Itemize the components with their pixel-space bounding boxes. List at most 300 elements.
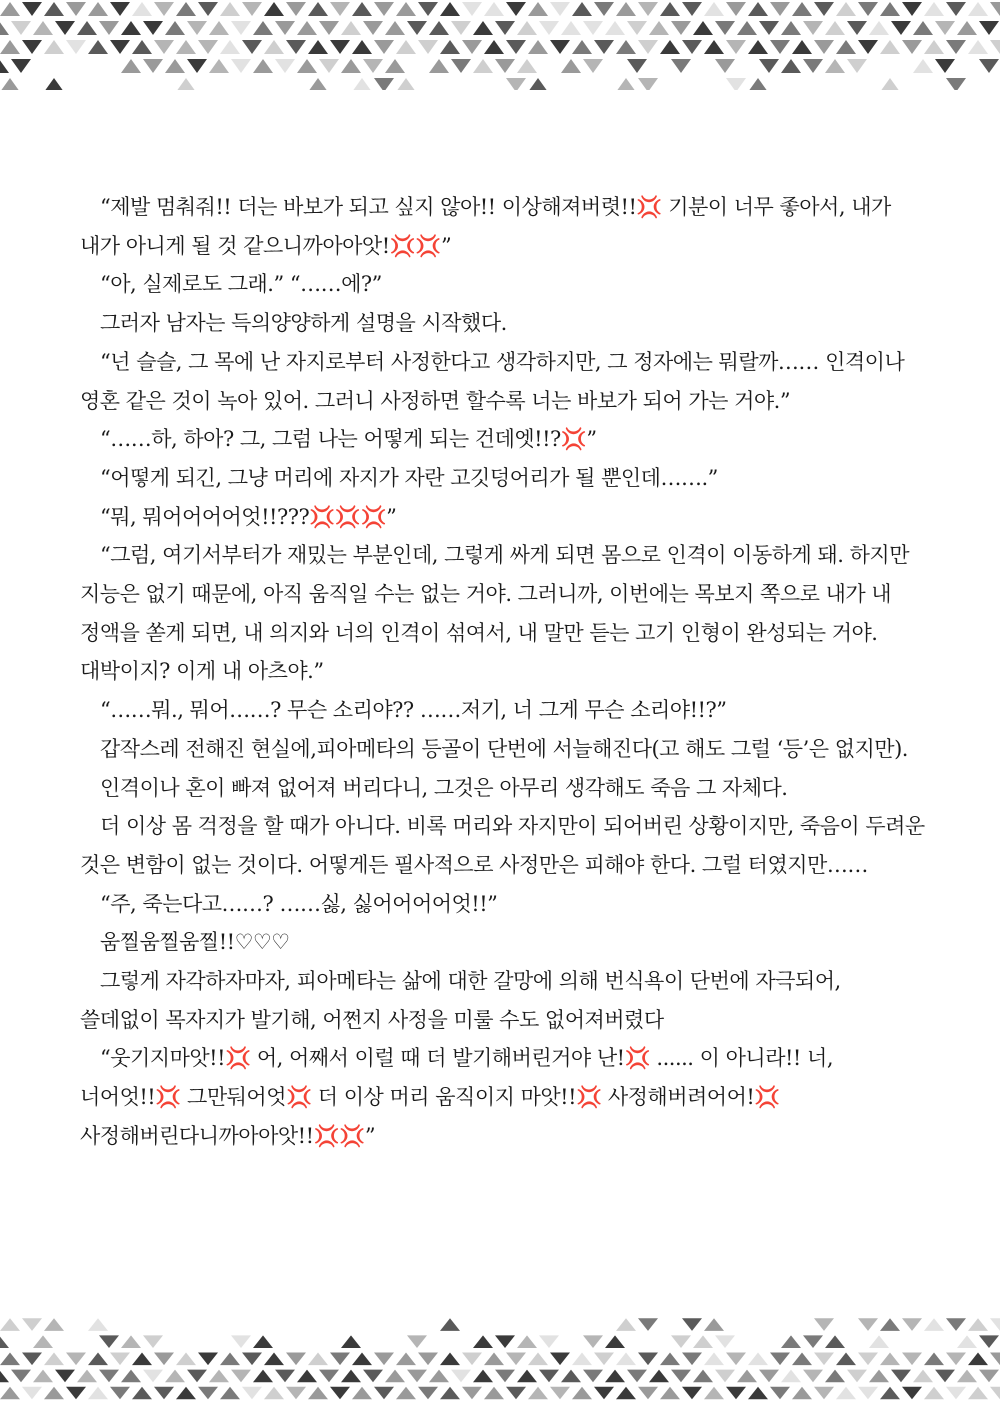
decorative-triangle — [187, 59, 207, 73]
decorative-triangle — [616, 1353, 636, 1366]
decorative-triangle — [352, 40, 372, 54]
decorative-triangle — [594, 1387, 614, 1400]
decorative-triangle — [66, 1387, 86, 1400]
decorative-triangle — [682, 40, 702, 54]
decorative-triangle — [671, 59, 691, 73]
decorative-triangle — [726, 1353, 746, 1366]
decorative-triangle — [231, 1370, 251, 1383]
decorative-triangle — [44, 1353, 64, 1366]
decorative-triangle — [770, 1387, 790, 1400]
decorative-triangle — [605, 21, 625, 35]
decorative-triangle — [385, 21, 405, 35]
decorative-triangle — [715, 1370, 735, 1383]
decorative-triangle — [33, 21, 53, 35]
decorative-triangle — [0, 1318, 20, 1331]
decorative-triangle — [209, 1370, 229, 1383]
decorative-triangle — [616, 1387, 636, 1400]
decorative-triangle — [550, 2, 570, 16]
decorative-triangle — [594, 40, 614, 54]
decorative-triangle — [528, 1387, 548, 1400]
paragraph: “어떻게 되긴, 그냥 머리에 자지가 자란 고깃덩어리가 될 뿐인데…….” — [100, 465, 718, 490]
decorative-triangle — [0, 1387, 20, 1400]
decorative-triangle — [924, 40, 944, 54]
decorative-triangle — [22, 40, 42, 54]
decorative-triangle — [286, 1353, 306, 1366]
decorative-triangle — [858, 1353, 878, 1366]
decorative-triangle — [616, 2, 636, 16]
decorative-triangle — [473, 59, 493, 73]
decorative-triangle — [924, 1318, 944, 1331]
decorative-triangle — [33, 1335, 53, 1348]
decorative-triangle — [143, 21, 163, 35]
decorative-triangle — [660, 40, 680, 54]
decorative-triangle — [605, 1370, 625, 1383]
decorative-triangle — [418, 1353, 438, 1366]
paragraph: “……하, 하아? 그, 그럼 나는 어떻게 되는 건데엣!!?💢” — [100, 427, 597, 452]
decorative-triangle — [330, 2, 350, 16]
decorative-triangle — [495, 59, 515, 73]
decorative-triangle — [880, 1387, 900, 1400]
paragraph: 갑작스레 전해진 현실에,피아메타의 등골이 단번에 서늘해진다(고 해도 그럴 ‘등’은 없지만). — [100, 736, 908, 761]
decorative-triangle — [946, 40, 966, 54]
decorative-triangle — [583, 1370, 603, 1383]
decorative-triangle — [407, 1370, 427, 1383]
decorative-triangle — [154, 1353, 174, 1366]
decorative-triangle — [396, 1353, 416, 1366]
decorative-triangle — [297, 21, 317, 35]
decorative-triangle — [473, 1335, 493, 1348]
decorative-triangle — [209, 21, 229, 35]
decorative-triangle — [517, 21, 537, 35]
decorative-triangle — [286, 1387, 306, 1400]
decorative-triangle — [528, 78, 548, 90]
decorative-triangle — [352, 1353, 372, 1366]
decorative-triangle — [682, 2, 702, 16]
decorative-triangle — [924, 1353, 944, 1366]
decorative-triangle — [396, 78, 416, 90]
decorative-triangle — [957, 1335, 977, 1348]
decorative-triangle — [88, 1387, 108, 1400]
decorative-triangle — [374, 40, 394, 54]
decorative-triangle — [418, 40, 438, 54]
decorative-triangle — [979, 21, 999, 35]
decorative-triangle — [319, 1370, 339, 1383]
decorative-triangle — [308, 2, 328, 16]
decorative-triangle — [561, 59, 581, 73]
decorative-triangle — [451, 59, 471, 73]
decorative-triangle — [671, 21, 691, 35]
decorative-triangle — [110, 2, 130, 16]
decorative-triangle — [198, 40, 218, 54]
decorative-triangle — [781, 1335, 801, 1348]
decorative-triangle — [726, 2, 746, 16]
decorative-triangle — [946, 1387, 966, 1400]
decorative-triangle — [198, 2, 218, 16]
decorative-triangle — [0, 78, 20, 90]
decorative-triangle — [440, 40, 460, 54]
decorative-triangle — [0, 1335, 9, 1348]
decorative-triangle — [165, 1370, 185, 1383]
decorative-triangle — [572, 2, 592, 16]
decorative-triangle — [990, 1318, 1000, 1331]
decorative-triangle — [638, 40, 658, 54]
decorative-triangle — [418, 2, 438, 16]
decorative-triangle — [583, 21, 603, 35]
decorative-triangle — [352, 78, 372, 90]
decorative-triangle — [55, 1370, 75, 1383]
decorative-triangle — [880, 1318, 900, 1331]
decorative-triangle — [550, 1353, 570, 1366]
decorative-triangle — [781, 59, 801, 73]
decorative-triangle — [638, 1353, 658, 1366]
decorative-triangle — [792, 1387, 812, 1400]
decorative-triangle — [594, 2, 614, 16]
decorative-triangle — [407, 1335, 427, 1348]
decorative-triangle — [264, 2, 284, 16]
decorative-triangle — [902, 1353, 922, 1366]
decorative-triangle — [55, 21, 75, 35]
decorative-triangle — [363, 21, 383, 35]
decorative-triangle — [693, 1370, 713, 1383]
decorative-triangle — [440, 1353, 460, 1366]
paragraph: 그러자 남자는 득의양양하게 설명을 시작했다. — [100, 311, 507, 336]
decorative-triangle — [594, 1353, 614, 1366]
decorative-triangle — [781, 21, 801, 35]
decorative-triangle — [198, 1387, 218, 1400]
decorative-triangle — [275, 1370, 295, 1383]
decorative-triangle — [869, 1370, 889, 1383]
decorative-triangle — [660, 2, 680, 16]
decorative-triangle — [935, 1370, 955, 1383]
decorative-triangle — [825, 21, 845, 35]
decorative-triangle — [792, 40, 812, 54]
decorative-triangle — [704, 2, 724, 16]
decorative-triangle — [682, 1387, 702, 1400]
decorative-triangle — [979, 1335, 999, 1348]
decorative-triangle — [154, 40, 174, 54]
decorative-triangle — [616, 78, 636, 90]
decorative-triangle — [396, 40, 416, 54]
decorative-triangle — [737, 1370, 757, 1383]
decorative-triangle — [539, 1370, 559, 1383]
decorative-triangle — [803, 21, 823, 35]
decorative-triangle — [385, 59, 405, 73]
decorative-triangle — [561, 21, 581, 35]
decorative-triangle — [396, 2, 416, 16]
decorative-triangle — [154, 1387, 174, 1400]
decorative-triangle — [99, 1370, 119, 1383]
decorative-triangle — [187, 1370, 207, 1383]
decorative-triangle — [319, 21, 339, 35]
decorative-triangle — [462, 40, 482, 54]
decorative-triangle — [374, 1353, 394, 1366]
decorative-triangle — [836, 40, 856, 54]
decorative-triangle — [132, 1387, 152, 1400]
decorative-triangle — [539, 21, 559, 35]
decorative-triangle — [374, 78, 394, 90]
decorative-triangle — [385, 1370, 405, 1383]
decorative-triangle — [418, 1387, 438, 1400]
decorative-triangle — [913, 1370, 933, 1383]
decorative-triangle — [462, 1353, 482, 1366]
decorative-triangle — [616, 40, 636, 54]
decorative-triangle — [99, 1335, 119, 1348]
decorative-triangle — [11, 1370, 31, 1383]
decorative-triangle — [880, 40, 900, 54]
decorative-triangle — [671, 1370, 691, 1383]
decorative-triangle — [473, 21, 493, 35]
decorative-triangle — [572, 1387, 592, 1400]
decorative-triangle — [253, 1370, 273, 1383]
decorative-triangle — [946, 1353, 966, 1366]
decorative-triangle — [913, 59, 933, 73]
decorative-triangle — [979, 59, 999, 73]
decorative-triangle — [176, 78, 196, 90]
decorative-triangle — [176, 2, 196, 16]
decorative-triangle — [792, 1353, 812, 1366]
decorative-triangle — [66, 1353, 86, 1366]
decorative-triangle — [11, 59, 31, 73]
decorative-triangle — [231, 21, 251, 35]
decorative-triangle — [264, 1353, 284, 1366]
decorative-triangle — [330, 1353, 350, 1366]
decorative-triangle — [880, 2, 900, 16]
decorative-triangle — [110, 1387, 130, 1400]
decorative-triangle — [88, 1318, 108, 1331]
decorative-triangle — [990, 40, 1000, 54]
decorative-triangle — [506, 1387, 526, 1400]
decorative-triangle — [583, 59, 603, 73]
paragraph: “그럼, 여기서부터가 재밌는 부분인데, 그렇게 싸게 되면 몸으로 인격이 이동하게 돼. 하지만 지능은 없기 때문에, 아직 움직일 수는 없는 거야. 그러니까, 이번에는 목보지 쪽으로 내가 내 정액을 쏟게 되면, 내 의지와 너의 인격이 섞여서, 내 말만 듣는 고기 인형이 완성되는 거야. 대박이지? 이게 내 아츠야.” — [80, 543, 909, 684]
decorative-triangle — [814, 1387, 834, 1400]
decorative-triangle — [440, 1387, 460, 1400]
decorative-triangle — [968, 40, 988, 54]
decorative-triangle — [869, 1335, 889, 1348]
decorative-triangle — [407, 21, 427, 35]
decorative-triangle — [682, 1318, 702, 1331]
decorative-triangle — [275, 21, 295, 35]
decorative-triangle — [627, 21, 647, 35]
story-text — [80, 188, 930, 1156]
decorative-triangle — [220, 1353, 240, 1366]
decorative-triangle — [220, 2, 240, 16]
decorative-triangle — [528, 1353, 548, 1366]
decorative-triangle — [88, 1353, 108, 1366]
decorative-triangle — [33, 1370, 53, 1383]
decorative-triangle — [176, 1387, 196, 1400]
decorative-triangle — [352, 2, 372, 16]
decorative-triangle — [242, 1387, 262, 1400]
decorative-triangle — [550, 40, 570, 54]
decorative-triangle — [308, 78, 328, 90]
decorative-triangle — [572, 40, 592, 54]
decorative-triangle — [0, 2, 20, 16]
decorative-triangle — [341, 59, 361, 73]
decorative-triangle — [253, 1335, 273, 1348]
decorative-triangle — [517, 1370, 537, 1383]
decorative-triangle — [220, 1387, 240, 1400]
decorative-triangle — [132, 1353, 152, 1366]
decorative-triangle — [495, 1335, 515, 1348]
decorative-triangle — [748, 78, 768, 90]
decorative-triangle — [297, 59, 317, 73]
decorative-triangle — [660, 1387, 680, 1400]
decorative-triangle — [506, 2, 526, 16]
decorative-triangle — [836, 1387, 856, 1400]
decorative-triangle — [847, 1370, 867, 1383]
decorative-triangle — [429, 21, 449, 35]
decorative-triangle — [352, 1387, 372, 1400]
decorative-triangle — [473, 1370, 493, 1383]
decorative-triangle — [660, 1353, 680, 1366]
decorative-triangle — [693, 1335, 713, 1348]
decorative-triangle — [990, 1387, 1000, 1400]
decorative-triangle — [748, 1387, 768, 1400]
decorative-triangle — [638, 2, 658, 16]
decorative-triangle — [792, 2, 812, 16]
paragraph: “웃기지마앗!!💢 어, 어째서 이럴 때 더 발기해버린거야 난!💢 ...... 이 아니라!! 너, 너어엇!!💢 그만둬어엇💢 더 이상 머리 움직이지 마앗!!💢 사정해버려어어!💢 사정해버린다니까아아앗!!💢💢” — [80, 1046, 833, 1148]
decorative-triangle — [374, 2, 394, 16]
decorative-triangle — [231, 59, 251, 73]
decorative-triangle — [462, 1387, 482, 1400]
paragraph: 움찔움찔움찔!!♡♡♡ — [100, 930, 290, 955]
decorative-triangle — [253, 59, 273, 73]
decorative-triangle — [715, 21, 735, 35]
decorative-triangle — [968, 1353, 988, 1366]
decorative-triangle — [517, 59, 537, 73]
decorative-triangle — [946, 1318, 966, 1331]
decorative-triangle — [286, 2, 306, 16]
decorative-triangle — [429, 59, 449, 73]
decorative-triangle — [99, 21, 119, 35]
decorative-triangle — [572, 1353, 592, 1366]
decorative-triangle — [649, 21, 669, 35]
decorative-triangle — [638, 78, 658, 90]
decorative-triangle — [451, 21, 471, 35]
decorative-triangle — [506, 78, 526, 90]
decorative-triangle — [682, 1353, 702, 1366]
decorative-triangle — [198, 1353, 218, 1366]
decorative-triangle — [946, 78, 966, 90]
decorative-triangle — [440, 2, 460, 16]
decorative-triangle — [308, 1387, 328, 1400]
decorative-triangle — [726, 1387, 746, 1400]
decorative-triangle — [858, 1318, 878, 1331]
decorative-triangle — [847, 21, 867, 35]
decorative-triangle — [770, 2, 790, 16]
decorative-triangle — [891, 21, 911, 35]
bottom-triangle-border — [0, 1312, 1000, 1402]
decorative-triangle — [231, 1335, 251, 1348]
decorative-triangle — [550, 1387, 570, 1400]
decorative-triangle — [968, 1387, 988, 1400]
decorative-triangle — [242, 1353, 262, 1366]
decorative-triangle — [330, 40, 350, 54]
paragraph: 인격이나 혼이 빠져 없어져 버리다니, 그것은 아무리 생각해도 죽음 그 자체다. — [100, 775, 788, 800]
decorative-triangle — [858, 40, 878, 54]
decorative-triangle — [0, 1353, 20, 1366]
decorative-triangle — [242, 2, 262, 16]
decorative-triangle — [484, 40, 504, 54]
decorative-triangle — [286, 40, 306, 54]
decorative-triangle — [44, 40, 64, 54]
decorative-triangle — [77, 1370, 97, 1383]
decorative-triangle — [440, 1318, 460, 1331]
decorative-triangle — [957, 21, 977, 35]
decorative-triangle — [693, 21, 713, 35]
decorative-triangle — [748, 1353, 768, 1366]
decorative-triangle — [242, 40, 262, 54]
decorative-triangle — [836, 1353, 856, 1366]
top-triangle-border — [0, 0, 1000, 90]
decorative-triangle — [616, 1318, 636, 1331]
decorative-triangle — [143, 1370, 163, 1383]
decorative-triangle — [737, 21, 757, 35]
decorative-triangle — [187, 21, 207, 35]
decorative-triangle — [275, 59, 295, 73]
decorative-triangle — [176, 40, 196, 54]
decorative-triangle — [121, 21, 141, 35]
decorative-triangle — [869, 21, 889, 35]
decorative-triangle — [506, 40, 526, 54]
decorative-triangle — [44, 1387, 64, 1400]
decorative-triangle — [825, 59, 845, 73]
decorative-triangle — [704, 1387, 724, 1400]
decorative-triangle — [671, 1335, 691, 1348]
decorative-triangle — [462, 2, 482, 16]
decorative-triangle — [902, 1318, 922, 1331]
decorative-triangle — [0, 59, 9, 73]
decorative-triangle — [264, 1387, 284, 1400]
decorative-triangle — [11, 21, 31, 35]
decorative-triangle — [759, 59, 779, 73]
decorative-triangle — [495, 1370, 515, 1383]
decorative-triangle — [957, 1370, 977, 1383]
decorative-triangle — [627, 59, 647, 73]
decorative-triangle — [880, 78, 900, 90]
decorative-triangle — [814, 2, 834, 16]
decorative-triangle — [341, 21, 361, 35]
decorative-triangle — [627, 1370, 647, 1383]
paragraph: “주, 죽는다고……? ……싫, 싫어어어어엇!!” — [100, 891, 498, 916]
decorative-triangle — [319, 59, 339, 73]
decorative-triangle — [781, 1370, 801, 1383]
paragraph: “제발 멈춰줘!! 더는 바보가 되고 싶지 않아!! 이상해져버렷!!💢 기분이 너무 좋아서, 내가 내가 아니게 될 것 같으니까아아앗!💢💢” — [80, 195, 891, 258]
decorative-triangle — [176, 1353, 196, 1366]
decorative-triangle — [759, 1370, 779, 1383]
decorative-triangle — [0, 21, 9, 35]
decorative-triangle — [770, 1353, 790, 1366]
decorative-triangle — [0, 40, 20, 54]
decorative-triangle — [638, 1318, 658, 1331]
decorative-triangle — [880, 1353, 900, 1366]
decorative-triangle — [858, 1387, 878, 1400]
decorative-triangle — [605, 1335, 625, 1348]
decorative-triangle — [451, 1370, 471, 1383]
decorative-triangle — [308, 1353, 328, 1366]
decorative-triangle — [88, 40, 108, 54]
decorative-triangle — [44, 2, 64, 16]
decorative-triangle — [220, 40, 240, 54]
decorative-triangle — [946, 2, 966, 16]
decorative-triangle — [935, 59, 955, 73]
decorative-triangle — [528, 2, 548, 16]
decorative-triangle — [484, 2, 504, 16]
decorative-triangle — [506, 1353, 526, 1366]
decorative-triangle — [814, 1318, 834, 1331]
decorative-triangle — [814, 40, 834, 54]
decorative-triangle — [110, 40, 130, 54]
